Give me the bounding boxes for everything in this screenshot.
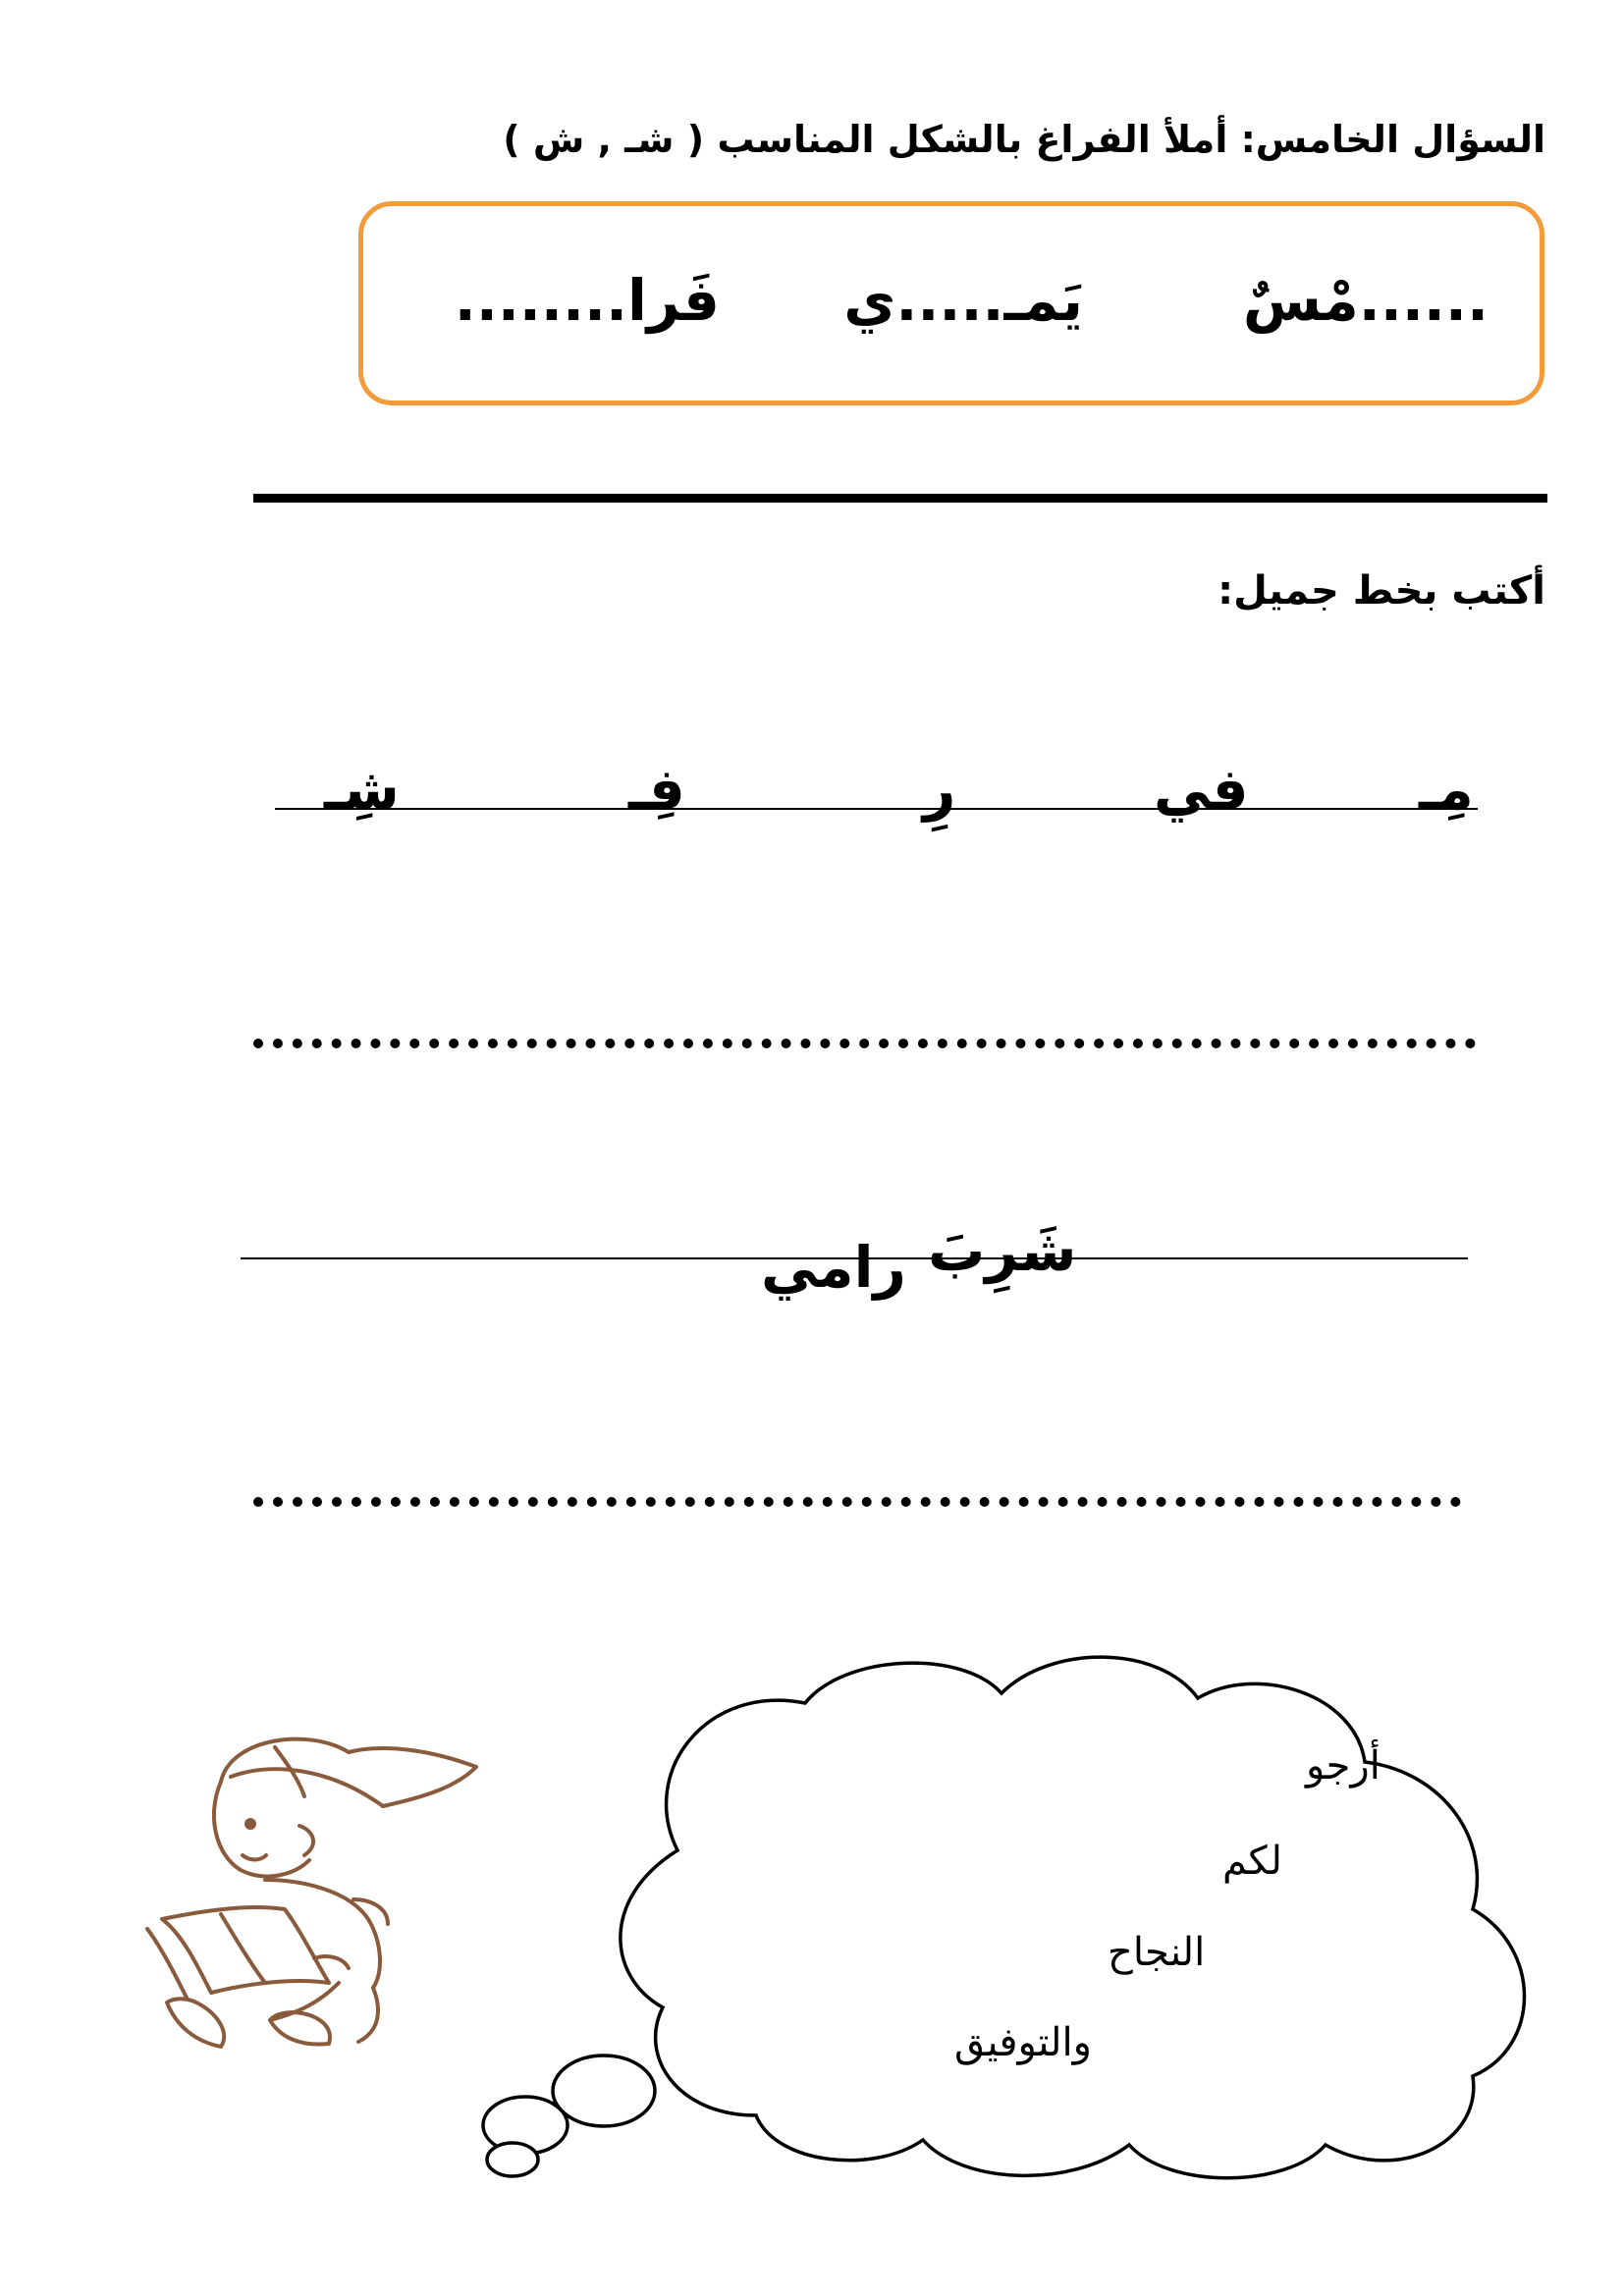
boy-reading-icon	[103, 1708, 515, 2061]
model-letter: في	[1154, 756, 1249, 823]
section-divider	[253, 494, 1547, 503]
model-word: شَرِبَ	[928, 1217, 1077, 1284]
model-letter: مِـ	[1419, 756, 1474, 823]
question-title: السؤال الخامس: أملأ الفراغ بالشكل المناسب ( شـ , ش )	[503, 118, 1545, 161]
thought-line: أرجو	[1306, 1743, 1380, 1789]
fill-blank-box	[358, 201, 1544, 405]
fill-blank-item: فَرا........	[454, 267, 720, 334]
fill-blank-item: يَمـ.....ي	[843, 267, 1083, 334]
thought-bubble-icon	[452, 1654, 1610, 2184]
fill-blank-item: ......مْسٌ	[1242, 267, 1489, 334]
model-letter: رِ	[923, 756, 956, 823]
model-letter: فِـ	[628, 756, 685, 823]
thought-line: لكم	[1222, 1839, 1282, 1884]
thought-line: النجاح	[1108, 1930, 1206, 1975]
writing-dotted-line[interactable]	[253, 1039, 1476, 1048]
model-letter: شِـ	[324, 756, 400, 823]
write-title: أكتب بخط جميل:	[1218, 568, 1545, 614]
thought-line: والتوفيق	[954, 2020, 1092, 2065]
model-baseline	[275, 808, 1478, 810]
writing-dotted-line[interactable]	[253, 1497, 1461, 1507]
model-word: رامي	[761, 1234, 906, 1301]
